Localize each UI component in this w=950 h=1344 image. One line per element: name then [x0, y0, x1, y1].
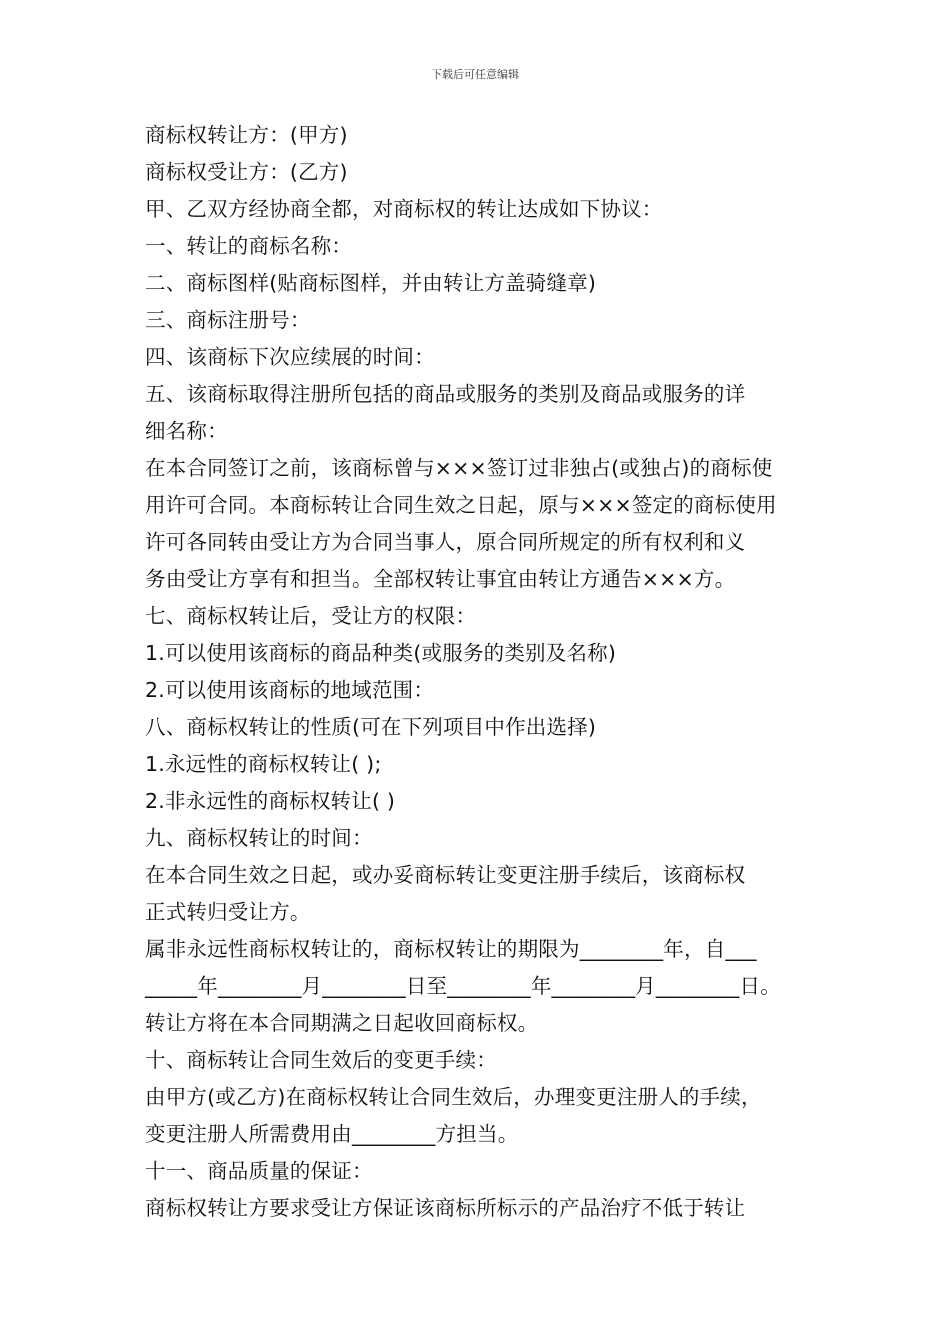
paragraph-line: 在本合同签订之前，该商标曾与×××签订过非独占(或独占)的商标使: [145, 456, 773, 480]
paragraph-line: 八、商标权转让的性质(可在下列项目中作出选择): [145, 715, 597, 739]
paragraph-line: 1.可以使用该商标的商品种类(或服务的类别及名称): [145, 641, 617, 665]
paragraph-line: 二、商标图样(贴商标图样，并由转让方盖骑缝章): [145, 271, 597, 295]
paragraph-line: 许可各同转由受让方为合同当事人，原合同所规定的所有权利和义: [145, 530, 746, 554]
paragraph-line: 细名称：: [145, 419, 228, 443]
paragraph-line: 十、商标转让合同生效后的变更手续：: [145, 1048, 497, 1072]
paragraph-line: 商标权受让方：(乙方): [145, 160, 348, 184]
paragraph-line: 1.永远性的商标权转让( );: [145, 752, 382, 776]
paragraph-line: 变更注册人所需费用由________方担当。: [145, 1122, 519, 1146]
paragraph-line: 转让方将在本合同期满之日起收回商标权。: [145, 1011, 539, 1035]
paragraph-line: 正式转归受让方。: [145, 900, 311, 924]
paragraph-line: 在本合同生效之日起，或办妥商标转让变更注册手续后，该商标权: [145, 863, 746, 887]
header-note: 下载后可任意编辑: [431, 68, 519, 81]
paragraph-line: 属非永远性商标权转让的，商标权转让的期限为________年，自___: [145, 937, 757, 961]
paragraph-line: 商标权转让方：(甲方): [145, 123, 348, 147]
paragraph-line: 商标权转让方要求受让方保证该商标所标示的产品治疗不低于转让: [145, 1196, 746, 1220]
paragraph-line: 用许可合同。本商标转让合同生效之日起，原与×××签定的商标使用: [145, 493, 777, 517]
paragraph-line: 一、转让的商标名称：: [145, 234, 352, 258]
paragraph-line: 2.非永远性的商标权转让( ): [145, 789, 396, 813]
paragraph-line: 四、该商标下次应续展的时间：: [145, 345, 435, 369]
paragraph-line: 由甲方(或乙方)在商标权转让合同生效后，办理变更注册人的手续，: [145, 1085, 762, 1109]
paragraph-line: 甲、乙双方经协商全都，对商标权的转让达成如下协议：: [145, 197, 663, 221]
document-body: [145, 117, 825, 1227]
paragraph-line: _____年________月________日至________年________月________日。: [145, 974, 781, 998]
paragraph-line: 十一、商品质量的保证：: [145, 1159, 373, 1183]
paragraph-line: 七、商标权转让后，受让方的权限：: [145, 604, 477, 628]
paragraph-line: 五、该商标取得注册所包括的商品或服务的类别及商品或服务的详: [145, 382, 746, 406]
paragraph-line: 九、商标权转让的时间：: [145, 826, 373, 850]
paragraph-line: 2.可以使用该商标的地域范围：: [145, 678, 435, 702]
paragraph-line: 三、商标注册号：: [145, 308, 311, 332]
paragraph-line: 务由受让方享有和担当。全部权转让事宜由转让方通告×××方。: [145, 567, 736, 591]
